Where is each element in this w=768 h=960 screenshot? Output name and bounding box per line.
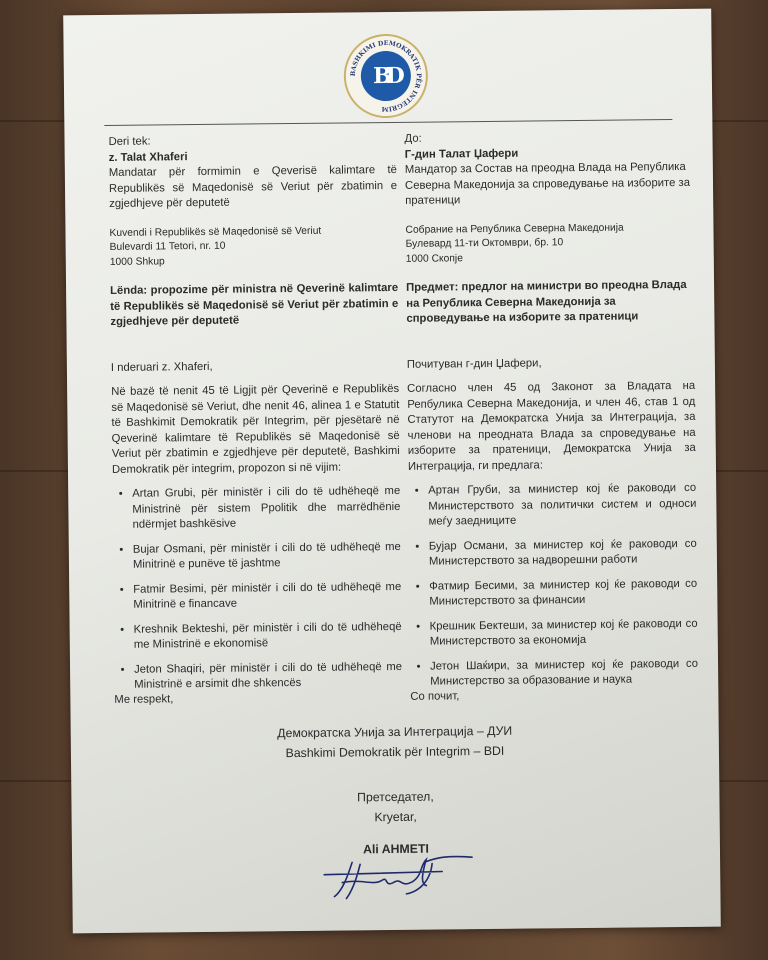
to-label: До: — [404, 132, 422, 145]
salutation: I nderuari z. Xhaferi, — [110, 360, 213, 374]
handwritten-signature — [322, 851, 483, 903]
list-item: • Jeton Shaqiri, për ministër i cili do të udhëheqë me Ministrinë e arsimit dhe shkencës — [134, 659, 402, 693]
recipient-name: Г-дин Талат Џафери — [404, 147, 519, 161]
address — [405, 220, 693, 267]
list-item: • Бујар Османи, за министер кој ќе раководи со Министерството за надворешни работи — [429, 536, 697, 570]
to-label: Deri tek: — [108, 135, 151, 148]
list-item: • Fatmir Besimi, për ministër i cili do të udhëheqë me Minitrinë e financave — [133, 579, 401, 613]
address-line: Bulevardi 11 Tetori, nr. 10 — [109, 240, 226, 253]
address-line: Kuvendi i Republikës së Maqedonisë së Veriut — [109, 225, 322, 239]
body-text: Në bazë të nenit 45 të Ligjit për Qeverinë e Republikës së Maqedonisë së Veriut, dhe nenit 46, alinea 1 e Statutit të Bashkimit Demokratik për Integrim, për pjesëtarë në Qeverinë kalimtare të Republikës së Maqedonisë së Veriut për zbatimin e zgjedhjeve për deputetë, Bashkimi Demokratik për integrim, propozon si në vijim: — [111, 382, 400, 476]
closing: Со почит, — [410, 690, 460, 703]
list-item: • Јетон Шаќири, за министер кој ќе раководи со Министерство за образование и наука — [430, 656, 698, 690]
signatory-name: Ali AHMETI — [362, 841, 429, 857]
list-item: • Фатмир Бесими, за министер кој ќе раководи со Министерството за финансии — [429, 576, 697, 610]
letter-page — [63, 9, 721, 934]
party-logo — [343, 34, 428, 119]
subject: Lënda: propozime për ministra në Qeverinë kalimtare të Republikës së Maqedonisë së Veriut për zbatimin e zgjedhjeve për deputetë — [110, 281, 399, 328]
list-item: • Артан Груби, за министер кој ќе раководи со Министерството за политички систем и односи меѓу заедниците — [428, 481, 696, 530]
title-mk: Претседател, — [357, 789, 434, 805]
address-line: 1000 Shkup — [109, 255, 165, 268]
address-line: Собрание на Република Северна Македонија — [405, 222, 624, 236]
recipient-name: z. Talat Xhaferi — [108, 150, 188, 164]
macedonian-column — [404, 129, 698, 699]
party-name-mk: Демократска Унија за Интеграција – ДУИ — [277, 723, 513, 741]
list-item: • Крешник Бектеши, за министер кој ќе раководи со Министерството за економија — [430, 616, 698, 650]
closing: Me respekt, — [114, 693, 174, 706]
list-item: • Kreshnik Bekteshi, për ministër i cili do të udhëheqë me Ministrinë e ekonomisë — [134, 619, 402, 653]
recipient-title: Мандатор за Состав на преодна Влада на Република Северна Македонија за спроведување на изборите за пратеници — [404, 160, 691, 207]
body-text: Согласно член 45 од Законот за Владата на Репбулика Северна Македонија, и член 46, став 1 од Статутот на Демократска Унија за Интеграција, за членови на преодната Влада за спроведување на изборите за пратеници, Демократска Унија за Интеграција, ги предлага: — [407, 379, 696, 473]
albanian-column — [108, 132, 402, 702]
list-item: • Bujar Osmani, për ministër i cili do të udhëheqë me Minitrinë e punëve të jashtme — [133, 539, 401, 573]
party-name-sq: Bashkimi Demokratik për Integrim – BDI — [285, 743, 505, 761]
list-item: • Artan Grubi, për ministër i cili do të udhëheqë me Ministrinë për sistem Ppolitik dhe marrëdhënie ndërmjet bashkësive — [132, 484, 400, 533]
logo-monogram: BD — [361, 51, 412, 102]
header-divider — [104, 119, 672, 126]
signature-block — [71, 719, 720, 863]
logo-ring-text — [345, 36, 426, 117]
recipient-title: Mandatar për formimin e Qeverisë kalimtare të Republikës së Maqedonisë së Veriut për zbatimin e zgjedhjeve për deputetë — [108, 163, 398, 210]
address-line: 1000 Скопје — [405, 252, 463, 265]
salutation: Почитуван г-дин Џафери, — [406, 356, 542, 371]
minister-list — [408, 481, 698, 691]
svg-text:BASHKIMI DEMOKRATIK PËR INTEGR: BASHKIMI DEMOKRATIK PËR INTEGRIM — [349, 40, 422, 113]
minister-list — [112, 484, 402, 694]
address-line: Булевард 11-ти Октомври, бр. 10 — [405, 237, 564, 250]
subject: Предмет: предлог на министри во преодна Влада на Република Северна Македонија за спроведување на изборите за пратеници — [406, 278, 687, 325]
title-sq: Kryetar, — [374, 809, 417, 825]
address — [109, 223, 397, 270]
